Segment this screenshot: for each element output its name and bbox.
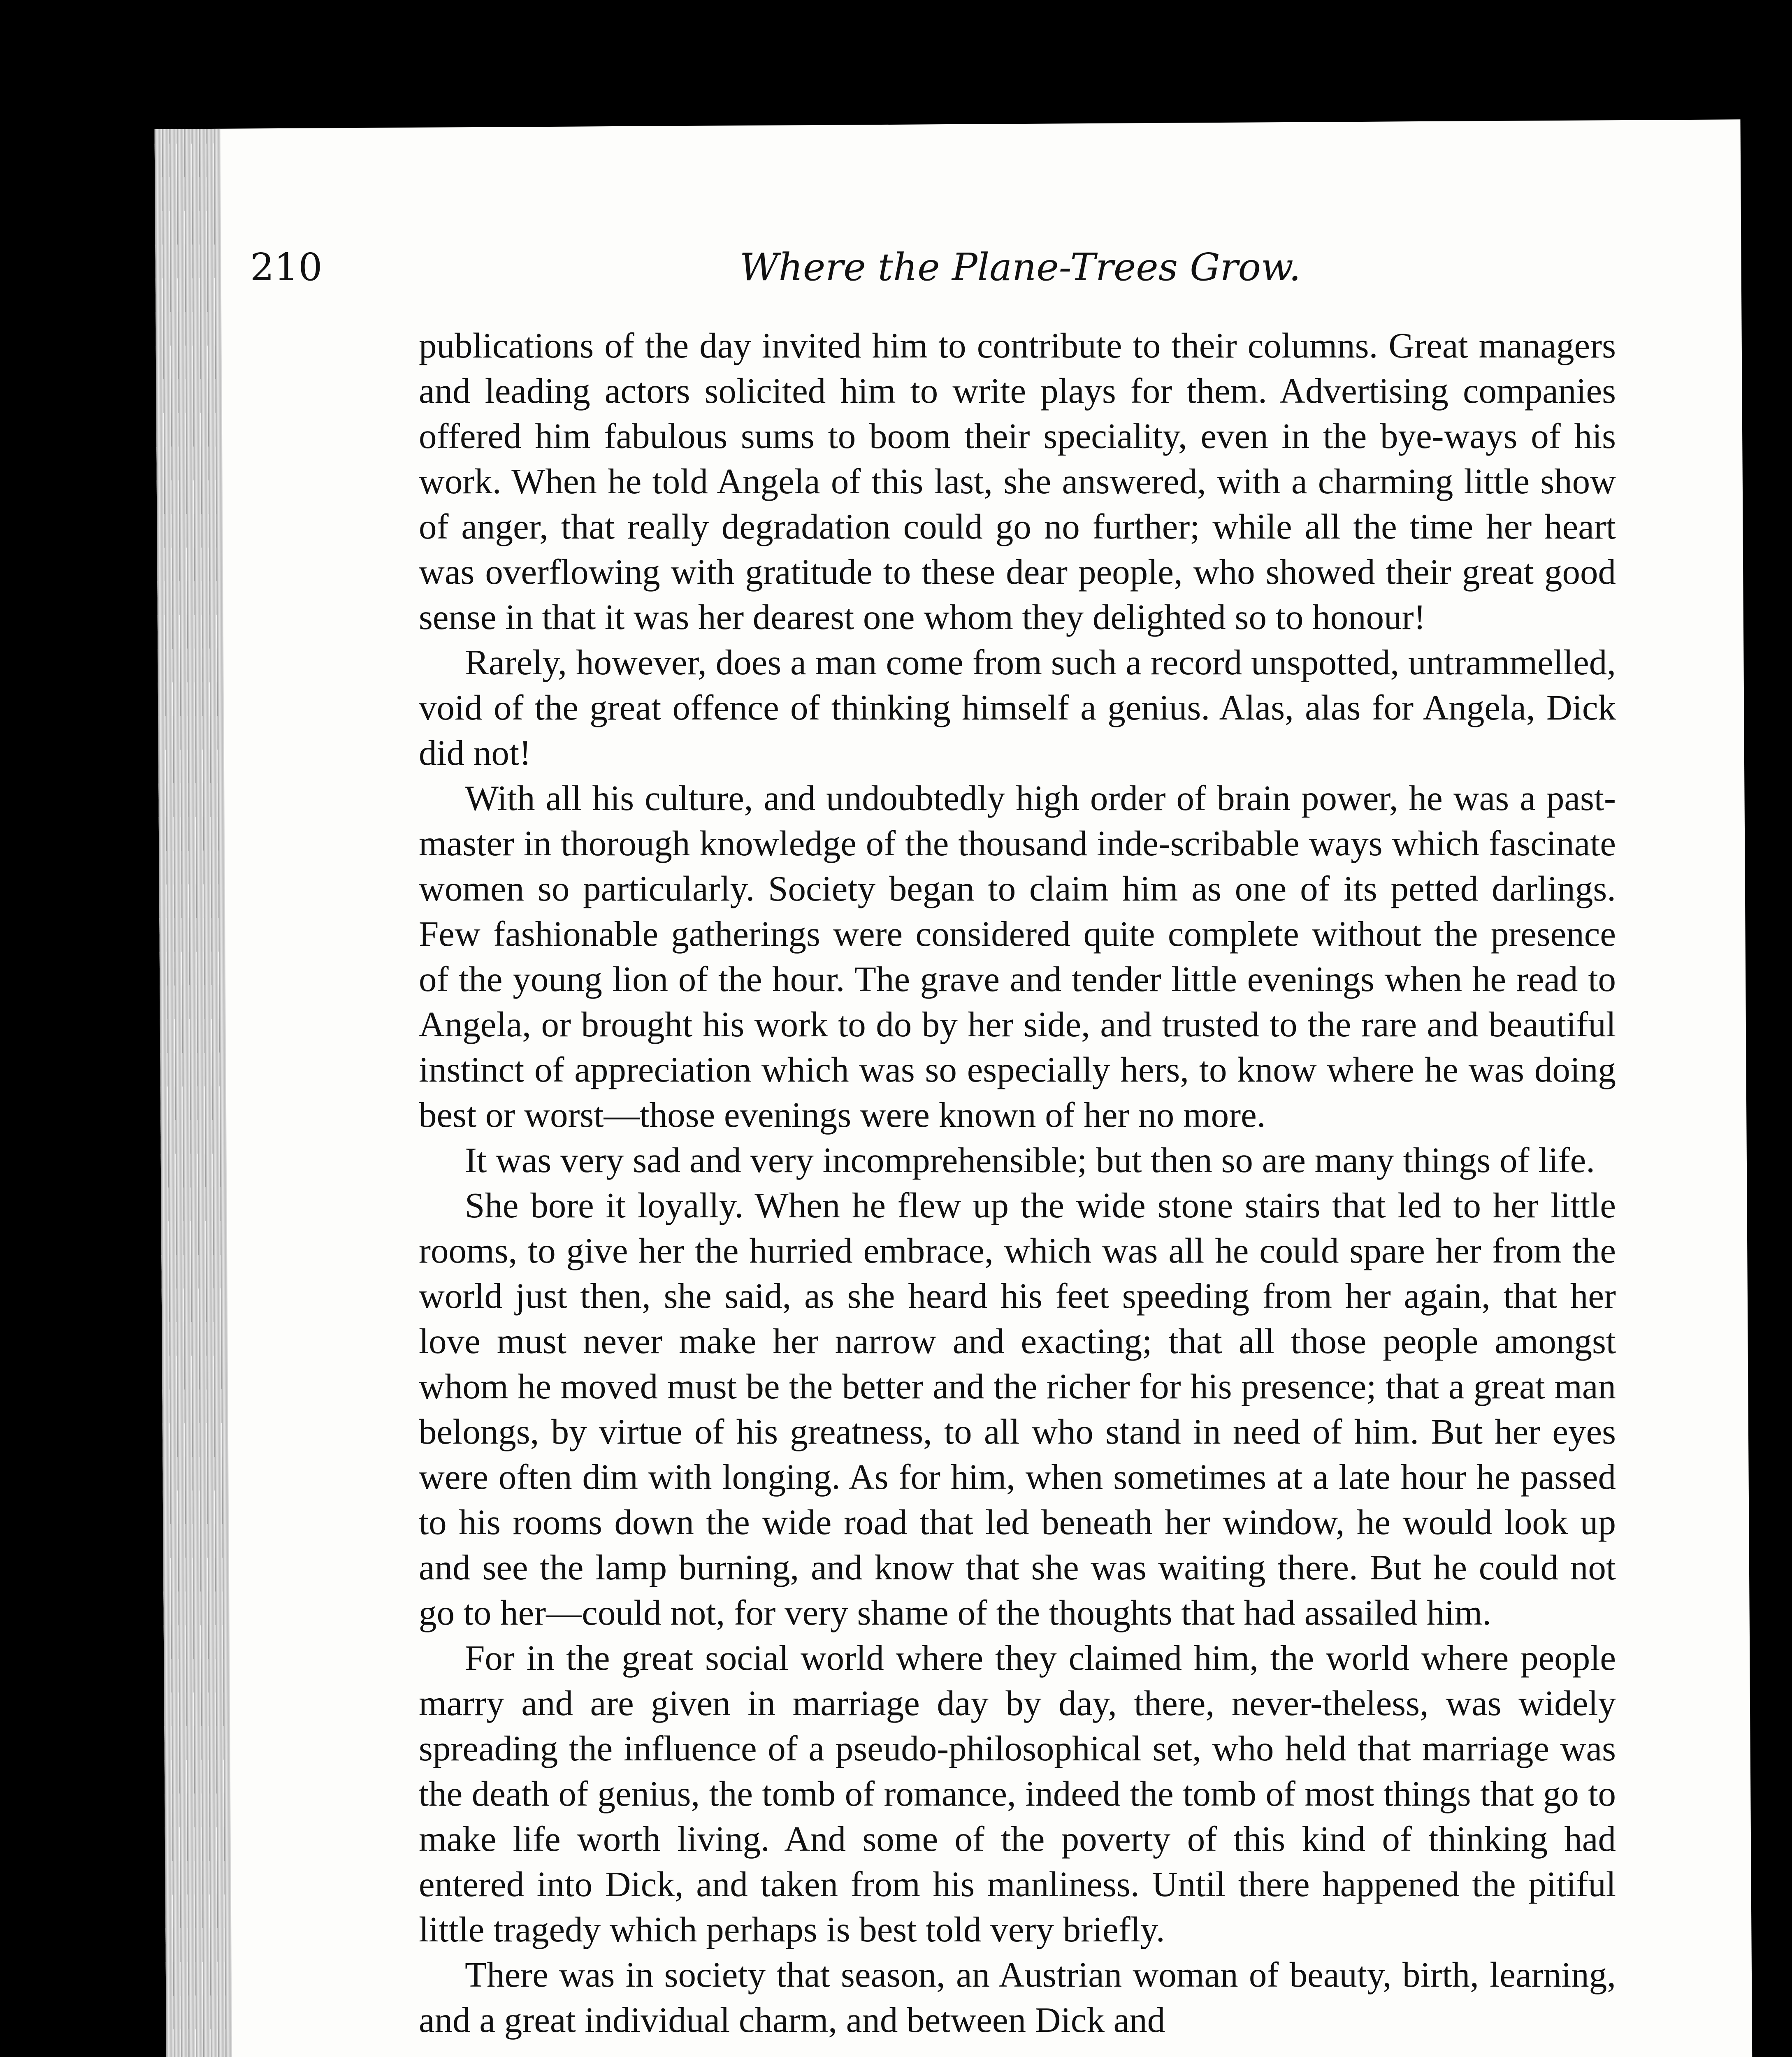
page-header: [250, 241, 1620, 294]
paragraph: There was in society that season, an Austrian woman of beauty, birth, learning, and a great individual charm, and between Dick and: [419, 1955, 1616, 2040]
body-text: [419, 323, 1616, 2043]
paragraph: publications of the day invited him to contribute to their columns. Great managers and leading actors solicited him to write plays for them. Advertising companies offered him fabulous sums to boom their speciality, even in the bye-ways of his work. When he told Angela of this last, she answered, with a charming little show of anger, that really degradation could go no further; while all the time her heart was overflowing with gratitude to these dear people, who showed their great good sense in that it was her dearest one whom they delighted so to honour!: [419, 325, 1616, 637]
paragraph: She bore it loyally. When he flew up the wide stone stairs that led to her little rooms, to give her the hurried embrace, which was all he could spare her from the world just then, she said, as she heard his feet speeding from her again, that her love must never make her narrow and exacting; that all those people amongst whom he moved must be the better and the richer for his presence; that a great man belongs, by virtue of his greatness, to all who stand in need of him. But her eyes were often dim with longing. As for him, when sometimes at a late hour he passed to his rooms down the wide road that led beneath her window, he would look up and see the lamp burning, and know that she was waiting there. But he could not go to her—could not, for very shame of the thoughts that had assailed him.: [419, 1185, 1616, 1632]
paragraph: For in the great social world where they claimed him, the world where people marry and are given in marriage day by day, there, never-theless, was widely spreading the influence of a pseudo-philosophical set, who held that marriage was the death of genius, the tomb of romance, indeed the tomb of most things that go to make life worth living. And some of the poverty of this kind of thinking had entered into Dick, and taken from his manliness. Until there happened the pitiful little tragedy which perhaps is best told very briefly.: [419, 1638, 1616, 1949]
page-gutter: [155, 129, 237, 2057]
paragraph: With all his culture, and undoubtedly high order of brain power, he was a past-master in thorough knowledge of the thousand inde-scribable ways which fascinate women so particularly. Society began to claim him as one of its petted darlings. Few fashionable gatherings were considered quite complete without the presence of the young lion of the hour. The grave and tender little evenings when he read to Angela, or brought his work to do by her side, and trusted to the rare and beautiful instinct of appreciation which was so especially hers, to know where he was doing best or worst—those evenings were known of her no more.: [419, 778, 1616, 1135]
running-title: Where the Plane-Trees Grow.: [740, 245, 1301, 289]
paragraph: Rarely, however, does a man come from such a record unspotted, untrammelled, void of the great offence of thinking himself a genius. Alas, alas for Angela, Dick did not!: [419, 642, 1616, 773]
paragraph: It was very sad and very incomprehensible; but then so are many things of life.: [465, 1140, 1595, 1180]
page-number: 210: [250, 245, 323, 289]
